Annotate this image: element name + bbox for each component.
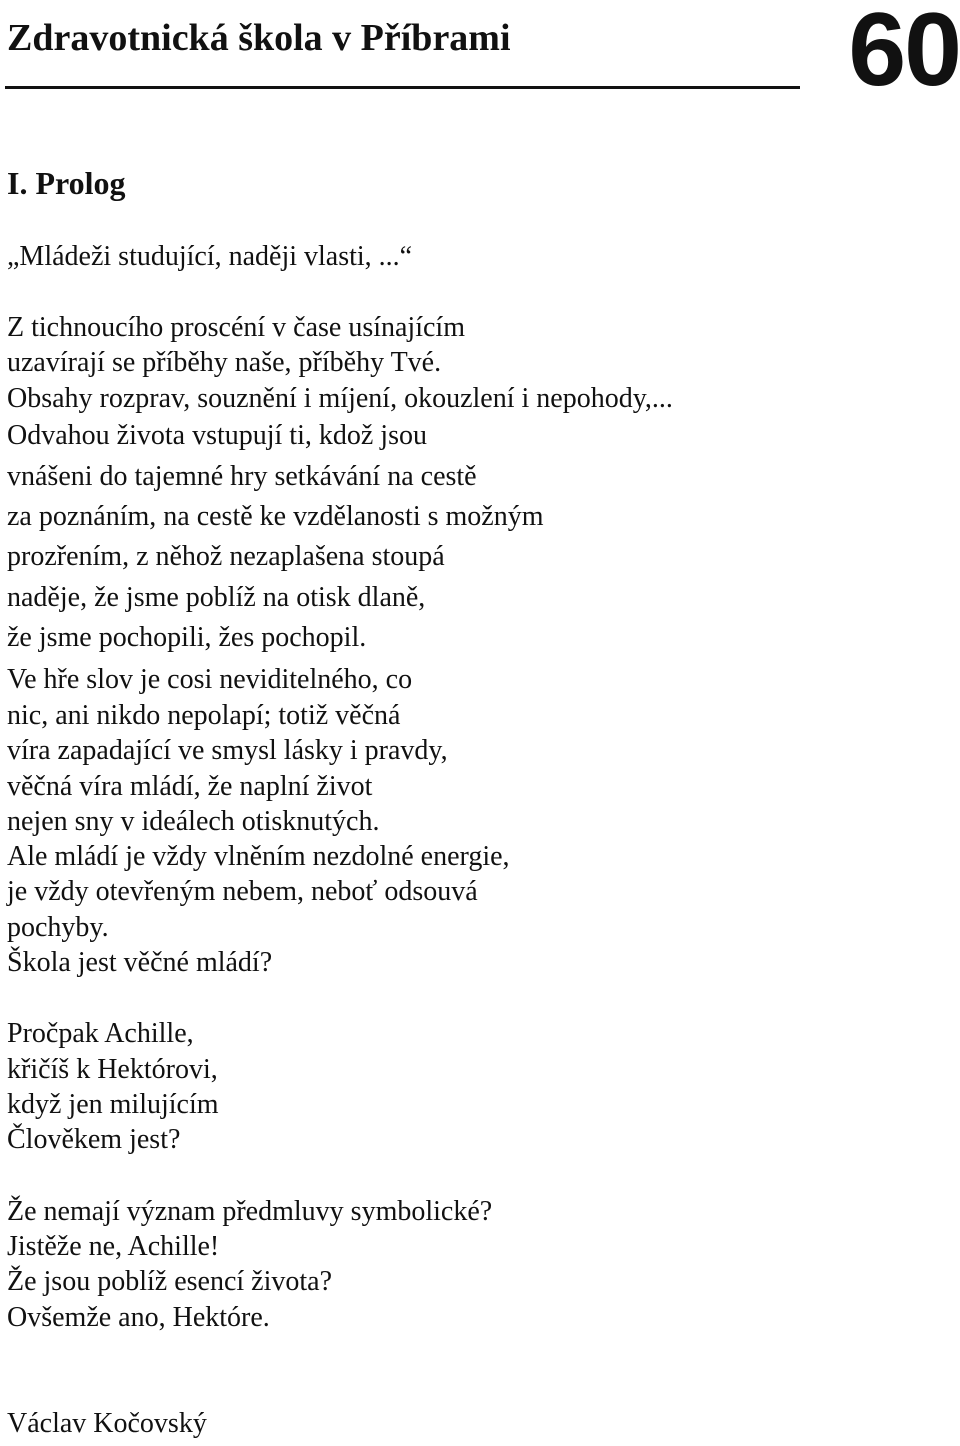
verse-line: naděje, že jsme poblíž na otisk dlaně,: [7, 582, 426, 613]
verse-line: víra zapadající ve smysl lásky i pravdy,: [7, 735, 448, 766]
verse-line: za poznáním, na cestě ke vzdělanosti s možným: [7, 501, 544, 532]
verse-line: uzavírají se příběhy naše, příběhy Tvé.: [7, 347, 442, 378]
verse-line: Že jsou poblíž esencí života?: [7, 1266, 332, 1297]
verse-line: Že nemají význam předmluvy symbolické?: [7, 1196, 493, 1227]
motto: „Mládeži studující, naději vlasti, ...“: [7, 241, 413, 272]
verse-line: Člověkem jest?: [7, 1124, 181, 1155]
verse-line: nejen sny v ideálech otisknutých.: [7, 806, 380, 837]
page-title: Zdravotnická škola v Příbrami: [7, 17, 511, 59]
verse-line: Ale mládí je vždy vlněním nezdolné energie,: [7, 841, 510, 872]
verse-line: křičíš k Hektórovi,: [7, 1054, 218, 1085]
verse-line: vnášeni do tajemné hry setkávání na cestě: [7, 461, 477, 492]
verse-line: Pročpak Achille,: [7, 1018, 194, 1049]
verse-line: je vždy otevřeným nebem, neboť odsouvá: [7, 876, 478, 907]
header-rule: [5, 86, 800, 89]
verse-line: pochyby.: [7, 912, 109, 943]
verse-line: když jen milujícím: [7, 1089, 219, 1120]
section-heading: I. Prolog: [7, 165, 126, 201]
verse-line: věčná víra mládí, že naplní život: [7, 771, 373, 802]
verse-line: Škola jest věčné mládí?: [7, 947, 273, 978]
verse-line: že jsme pochopili, žes pochopil.: [7, 622, 367, 653]
verse-line: Odvahou života vstupují ti, kdož jsou: [7, 420, 427, 451]
verse-line: prozřením, z něhož nezaplašena stoupá: [7, 541, 445, 572]
page-number: 60: [848, 0, 960, 108]
verse-line: nic, ani nikdo nepolapí; totiž věčná: [7, 700, 401, 731]
author-signature: Václav Kočovský: [7, 1408, 207, 1439]
verse-line: Ovšemže ano, Hektóre.: [7, 1302, 270, 1333]
verse-line: Obsahy rozprav, souznění i míjení, okouzlení i nepohody,...: [7, 383, 673, 414]
verse-line: Z tichnoucího proscéní v čase usínajícím: [7, 312, 465, 343]
verse-line: Jistěže ne, Achille!: [7, 1231, 220, 1262]
verse-line: Ve hře slov je cosi neviditelného, co: [7, 664, 413, 695]
